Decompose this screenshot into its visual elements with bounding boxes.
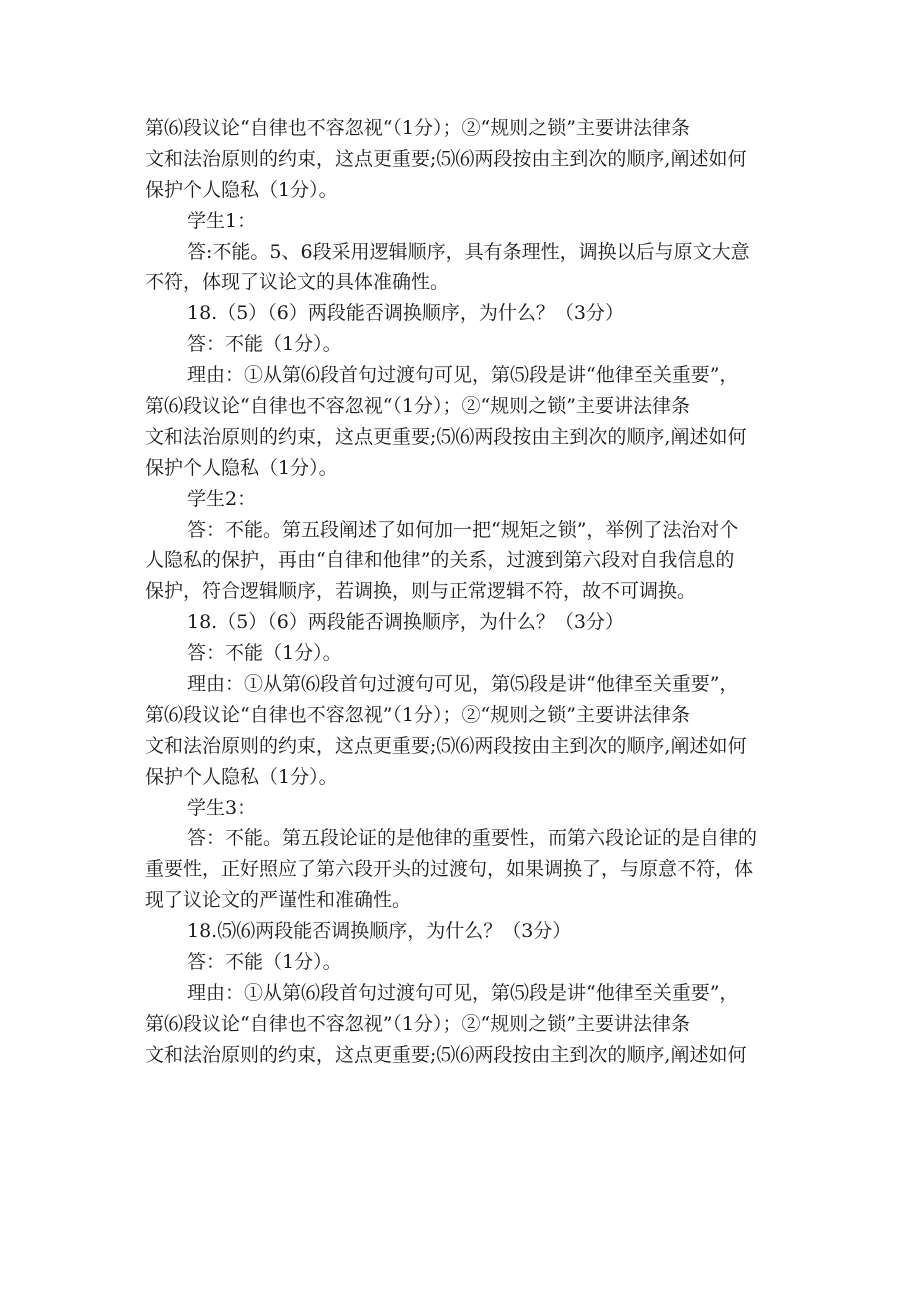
text-line: 文和法治原则的约束，这点更重要;⑸⑹两段按由主到次的顺序,阐述如何 xyxy=(145,425,747,448)
text-line: 第⑹段议论“自律也不容忽视”（1分）；②“规则之锁”主要讲法律条 xyxy=(145,1012,690,1035)
text-line: 答：不能（1分）。 xyxy=(187,333,342,356)
text-line: 18.（5）（6）两段能否调换顺序，为什么？（3分） xyxy=(187,611,624,634)
document-body xyxy=(145,113,790,1071)
text-line: 人隐私的保护，再由“自律和他律”的关系，过渡到第六段对自我信息的 xyxy=(145,549,735,572)
text-line: 学生1： xyxy=(187,209,257,232)
text-line: 18.⑸⑹两段能否调换顺序，为什么？（3分） xyxy=(187,920,572,943)
text-line: 答:不能。5、6段采用逻辑顺序，具有条理性，调换以后与原文大意 xyxy=(187,240,750,263)
text-line: 保护，符合逻辑顺序，若调换，则与正常逻辑不符，故不可调换。 xyxy=(145,580,697,603)
text-line: 学生2： xyxy=(187,487,257,510)
text-line: 文和法治原则的约束，这点更重要;⑸⑹两段按由主到次的顺序,阐述如何 xyxy=(145,147,747,170)
text-line: 理由：①从第⑹段首句过渡句可见，第⑸段是讲“他律至关重要”， xyxy=(187,981,739,1004)
text-line: 现了议论文的严谨性和准确性。 xyxy=(145,889,412,912)
text-line: 不符，体现了议论文的具体准确性。 xyxy=(145,271,450,294)
text-line: 第⑹段议论“自律也不容忽视“（1分）；②“规则之锁”主要讲法律条 xyxy=(145,395,690,418)
text-line: 第⑹段议论“自律也不容忽视“（1分）；②“规则之锁”主要讲法律条 xyxy=(145,117,690,139)
text-line: 答：不能（1分）。 xyxy=(187,642,342,665)
text-line: 答：不能。第五段阐述了如何加一把“规矩之锁”，举例了法治对个 xyxy=(187,518,739,541)
text-line: 理由：①从第⑹段首句过渡句可见，第⑸段是讲“他律至关重要”， xyxy=(187,673,739,696)
text-line: 保护个人隐私（1分）。 xyxy=(145,178,338,201)
text-line: 学生3： xyxy=(187,796,257,819)
text-line: 答：不能（1分）。 xyxy=(187,951,342,974)
text-line: 理由：①从第⑹段首句过渡句可见，第⑸段是讲“他律至关重要”， xyxy=(187,364,739,387)
text-line: 保护个人隐私（1分）。 xyxy=(145,456,338,479)
text-line: 重要性，正好照应了第六段开头的过渡句，如果调换了，与原意不符，体 xyxy=(145,858,754,881)
text-line: 文和法治原则的约束，这点更重要;⑸⑹两段按由主到次的顺序,阐述如何 xyxy=(145,734,747,757)
text-line: 保护个人隐私（1分）。 xyxy=(145,765,338,788)
text-line: 18.（5）（6）两段能否调换顺序，为什么？（3分） xyxy=(187,302,624,325)
text-line: 答：不能。第五段论证的是他律的重要性，而第六段论证的是自律的 xyxy=(187,827,758,850)
text-line: 第⑹段议论“自律也不容忽视”（1分）；②“规则之锁”主要讲法律条 xyxy=(145,703,690,726)
text-line: 文和法治原则的约束，这点更重要;⑸⑹两段按由主到次的顺序,阐述如何 xyxy=(145,1043,747,1066)
